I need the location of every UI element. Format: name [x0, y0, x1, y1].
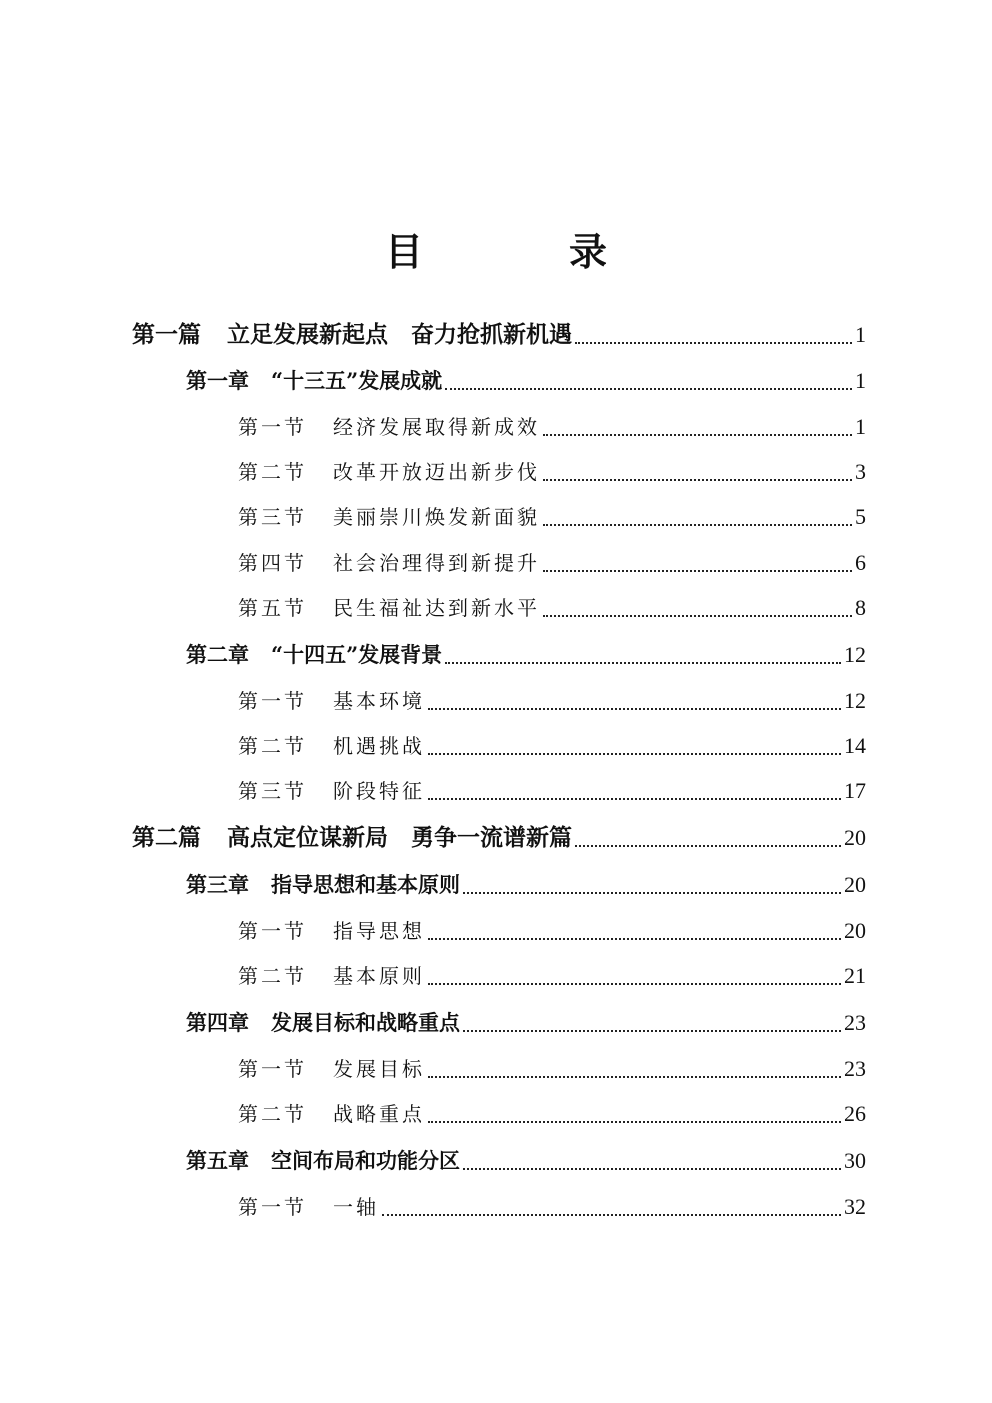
toc-entry-title: 社会治理得到新提升 — [333, 551, 540, 575]
toc-entry-page-number: 1 — [855, 414, 866, 439]
toc-entry-chapter[interactable] — [186, 1006, 866, 1040]
toc-entry-page-number: 12 — [844, 642, 866, 667]
toc-entry-label: 第五节 — [238, 596, 307, 620]
dot-leader — [382, 1214, 841, 1216]
toc-entry-title: 空间布局和功能分区 — [271, 1148, 460, 1173]
toc-entry-page-number: 20 — [844, 872, 866, 897]
dot-leader — [428, 1121, 841, 1123]
toc-entry-page-number: 23 — [844, 1010, 866, 1035]
toc-entry-section[interactable] — [238, 500, 866, 534]
toc-entry-label: 第一节 — [238, 415, 307, 439]
dot-leader — [445, 662, 841, 664]
toc-entry-section[interactable] — [238, 1190, 866, 1224]
toc-entry-chapter[interactable] — [186, 364, 866, 398]
toc-entry-section[interactable] — [238, 591, 866, 625]
toc-entry-title: 指导思想和基本原则 — [271, 872, 460, 897]
toc-entry-title: “十四五”发展背景 — [271, 642, 443, 667]
toc-entry-label: 第二节 — [238, 734, 307, 758]
dot-leader — [428, 753, 841, 755]
toc-entry-label: 第二节 — [238, 460, 307, 484]
toc-entry-chapter[interactable] — [186, 868, 866, 902]
toc-entry-label: 第三节 — [238, 505, 307, 529]
toc-entry-page-number: 17 — [844, 778, 866, 803]
dot-leader — [463, 1030, 841, 1032]
toc-entry-label: 第二节 — [238, 964, 307, 988]
toc-entry-title: 美丽崇川焕发新面貌 — [333, 505, 540, 529]
toc-entry-title: 阶段特征 — [333, 779, 425, 803]
toc-entry-page-number: 1 — [855, 322, 866, 347]
toc-entry-page-number: 32 — [844, 1194, 866, 1219]
toc-entry-section[interactable] — [238, 1097, 866, 1131]
toc-entry-label: 第一节 — [238, 1057, 307, 1081]
dot-leader — [428, 1076, 841, 1078]
toc-entry-title: 指导思想 — [333, 919, 425, 943]
dot-leader — [543, 479, 852, 481]
toc-entry-title: 民生福祉达到新水平 — [333, 596, 540, 620]
dot-leader — [463, 1168, 841, 1170]
toc-entry-section[interactable] — [238, 684, 866, 718]
dot-leader — [543, 524, 852, 526]
toc-entry-section[interactable] — [238, 774, 866, 808]
toc-entry-label: 第四章 — [186, 1010, 249, 1035]
toc-entry-section[interactable] — [238, 729, 866, 763]
toc-entry-label: 第三节 — [238, 779, 307, 803]
toc-entry-title: 高点定位谋新局 勇争一流谱新篇 — [227, 824, 572, 851]
dot-leader — [543, 570, 852, 572]
toc-entry-title: 发展目标和战略重点 — [271, 1010, 460, 1035]
toc-entry-label: 第一节 — [238, 689, 307, 713]
toc-entry-label: 第四节 — [238, 551, 307, 575]
toc-entry-label: 第二章 — [186, 642, 249, 667]
toc-entry-label: 第五章 — [186, 1148, 249, 1173]
toc-entry-page-number: 8 — [855, 595, 866, 620]
toc-entry-page-number: 3 — [855, 459, 866, 484]
dot-leader — [428, 938, 841, 940]
toc-entry-part[interactable] — [132, 821, 866, 855]
toc-entry-label: 第一节 — [238, 919, 307, 943]
toc-entry-page-number: 26 — [844, 1101, 866, 1126]
toc-entry-page-number: 12 — [844, 688, 866, 713]
toc-entry-title: 改革开放迈出新步伐 — [333, 460, 540, 484]
toc-entry-title: 机遇挑战 — [333, 734, 425, 758]
toc-entry-part[interactable] — [132, 318, 866, 352]
toc-entry-title: 一轴 — [333, 1195, 379, 1219]
toc-entry-title: 立足发展新起点 奋力抢抓新机遇 — [227, 321, 572, 348]
toc-entry-title: 经济发展取得新成效 — [333, 415, 540, 439]
toc-entry-page-number: 30 — [844, 1148, 866, 1173]
toc-entry-page-number: 14 — [844, 733, 866, 758]
dot-leader — [543, 615, 852, 617]
toc-entry-label: 第一章 — [186, 368, 249, 393]
toc-entry-page-number: 20 — [844, 825, 866, 850]
toc-entry-title: 发展目标 — [333, 1057, 425, 1081]
toc-entry-label: 第一篇 — [132, 321, 201, 348]
dot-leader — [428, 798, 841, 800]
toc-entry-section[interactable] — [238, 455, 866, 489]
dot-leader — [428, 983, 841, 985]
toc-entry-section[interactable] — [238, 546, 866, 580]
toc-entry-page-number: 6 — [855, 550, 866, 575]
toc-entry-label: 第一节 — [238, 1195, 307, 1219]
toc-entry-title: 战略重点 — [333, 1102, 425, 1126]
toc-entry-page-number: 5 — [855, 504, 866, 529]
toc-entry-label: 第二节 — [238, 1102, 307, 1126]
toc-entry-chapter[interactable] — [186, 1144, 866, 1178]
toc-entry-page-number: 21 — [844, 963, 866, 988]
toc-entry-page-number: 20 — [844, 918, 866, 943]
toc-entry-title: 基本环境 — [333, 689, 425, 713]
page-title: 目 录 — [384, 229, 661, 274]
toc-entry-section[interactable] — [238, 914, 866, 948]
toc-entry-label: 第二篇 — [132, 824, 201, 851]
dot-leader — [463, 892, 841, 894]
toc-entry-title: 基本原则 — [333, 964, 425, 988]
toc-entry-title: “十三五”发展成就 — [271, 368, 443, 393]
toc-entry-section[interactable] — [238, 1052, 866, 1086]
toc-entry-page-number: 23 — [844, 1056, 866, 1081]
dot-leader — [543, 434, 852, 436]
toc-entry-label: 第三章 — [186, 872, 249, 897]
dot-leader — [445, 388, 852, 390]
toc-entry-section[interactable] — [238, 410, 866, 444]
toc-entry-page-number: 1 — [855, 368, 866, 393]
toc-entry-section[interactable] — [238, 959, 866, 993]
dot-leader — [428, 708, 841, 710]
dot-leader — [575, 845, 841, 847]
dot-leader — [575, 342, 852, 344]
toc-entry-chapter[interactable] — [186, 638, 866, 672]
